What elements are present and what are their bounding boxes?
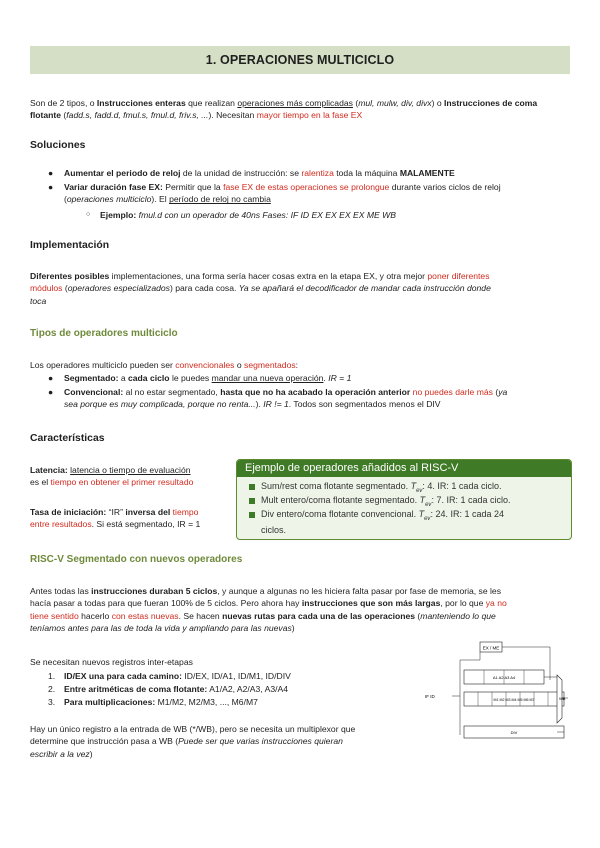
page-title: 1. OPERACIONES MULTICICLO <box>205 52 395 67</box>
riscv-heading: RISC-V Segmentado con nuevos operadores <box>30 554 243 565</box>
ejemplo-operadores-box <box>236 459 572 540</box>
mul-row-label: M1 M2 M3 M4 M5 M6 M7 <box>493 698 535 702</box>
if-id-label: IF ID <box>425 694 435 699</box>
soluciones-heading: Soluciones <box>30 140 86 151</box>
page-title-bar <box>30 46 570 74</box>
square-bullet-icon <box>249 484 255 490</box>
registros-item-1: 1. ID/EX una para cada camino: ID/EX, ID/A1, ID/M1, ID/DIV <box>48 671 291 681</box>
square-bullet-icon <box>249 498 255 504</box>
tasa-iniciacion-text: Tasa de iniciación: “IR” inversa del tiempo entre resultados. Si está segmentado, IR = 1 <box>30 507 201 530</box>
ex-me-label: EX / ME <box>482 645 500 651</box>
implementacion-heading: Implementación <box>30 240 110 251</box>
caracteristicas-heading: Características <box>30 433 105 444</box>
wb-paragraph: Hay un único registro a la entrada de WB (*/WB), pero se necesita un multiplexor que determine que instrucción pasa a WB (Puede ser que varias instrucciones quieran escribir a la vez) <box>30 724 356 759</box>
intro-paragraph: Son de 2 tipos, o Instrucciones enteras que realizan operaciones más complicadas (mul, mulw, div, divx) o Instrucciones de coma flotante (fadd.s, fadd.d, fmul.s, fmul.d, friv.s, ...). Necesitan mayor tiempo en la fase EX <box>30 98 538 121</box>
tipos-intro: Los operadores multiciclo pueden ser convencionales o segmentados: <box>30 360 299 370</box>
soluciones-sub-bullet: ○ Ejemplo: fmul.d con un operador de 40ns Fases: IF ID EX EX EX EX ME WB <box>86 210 396 220</box>
tipos-bullet-segmentado: ● Segmentado: a cada ciclo le puedes mandar una nueva operación. IR = 1 <box>48 373 352 383</box>
square-bullet-icon <box>249 512 255 518</box>
div-row-label: DIV <box>510 730 518 735</box>
registros-item-2: 2. Entre aritméticas de coma flotante: A1/A2, A2/A3, A3/A4 <box>48 684 289 694</box>
ejemplo-item-1: Sum/rest coma flotante segmentado. $T_{ev}$: 4. IR: 1 cada ciclo. <box>261 481 501 497</box>
tipos-bullet-convencional: ● Convencional: al no estar segmentado, hasta que no ha acabado la operación anterior no puedes darle más (ya sea porque es muy complicada, porque no renta...). IR != 1. Todos son segmentados menos el DIV <box>48 387 508 410</box>
registros-item-3: 3. Para multiplicaciones: M1/M2, M2/M3, ..., M6/M7 <box>48 697 258 707</box>
latencia-text: Latencia: latencia o tiempo de evaluación es el tiempo en obtener el primer resultado <box>30 465 194 488</box>
ejemplo-item-3: Div entero/coma flotante convencional. $T_{ev}$: 24. IR: 1 cada 24 ciclos. <box>261 509 504 537</box>
tipos-heading: Tipos de operadores multiciclo <box>30 328 178 339</box>
soluciones-bullet-1: ● Aumentar el periodo de reloj de la unidad de instrucción: se ralentiza toda la máquina MALAMENTE <box>48 168 455 178</box>
wb-label: WB <box>559 696 566 701</box>
riscv-paragraph: Antes todas las instrucciones duraban 5 ciclos, y aunque a algunas no les hiciera falta pasar por fase de memoria, se les hacía pasar a todas para que fueran 100% de 5 ciclos. Pero ahora hay instrucciones que son más largas, por lo que ya no tiene sentido hacerlo con estas nuevas. Se hacen nuevas rutas para cada una de las operaciones (manteniendo lo que teníamos antes para las de toda la vida y ampliando para las nuevas) <box>30 586 507 634</box>
pipeline-diagram <box>422 640 572 750</box>
soluciones-bullet-2: ● Variar duración fase EX: Permitir que la fase EX de estas operaciones se prolongue durante varios ciclos de reloj (operaciones multiciclo). El período de reloj no cambia <box>48 182 501 205</box>
ejemplo-box-header: Ejemplo de operadores añadidos al RISC-V <box>237 460 571 477</box>
add-row-label: A1 A2 A3 A4 <box>492 675 516 680</box>
implementacion-paragraph: Diferentes posibles implementaciones, una forma sería hacer cosas extra en la etapa EX, y otra mejor poner diferentes módulos (operadores especializados) para cada cosa. Ya se apañará el decodificador de mandar cada instrucción donde toca <box>30 271 491 306</box>
ejemplo-item-2: Mult entero/coma flotante segmentado. $T_{ev}$: 7. IR: 1 cada ciclo. <box>261 495 510 511</box>
registros-intro: Se necesitan nuevos registros inter-etapas <box>30 657 193 667</box>
